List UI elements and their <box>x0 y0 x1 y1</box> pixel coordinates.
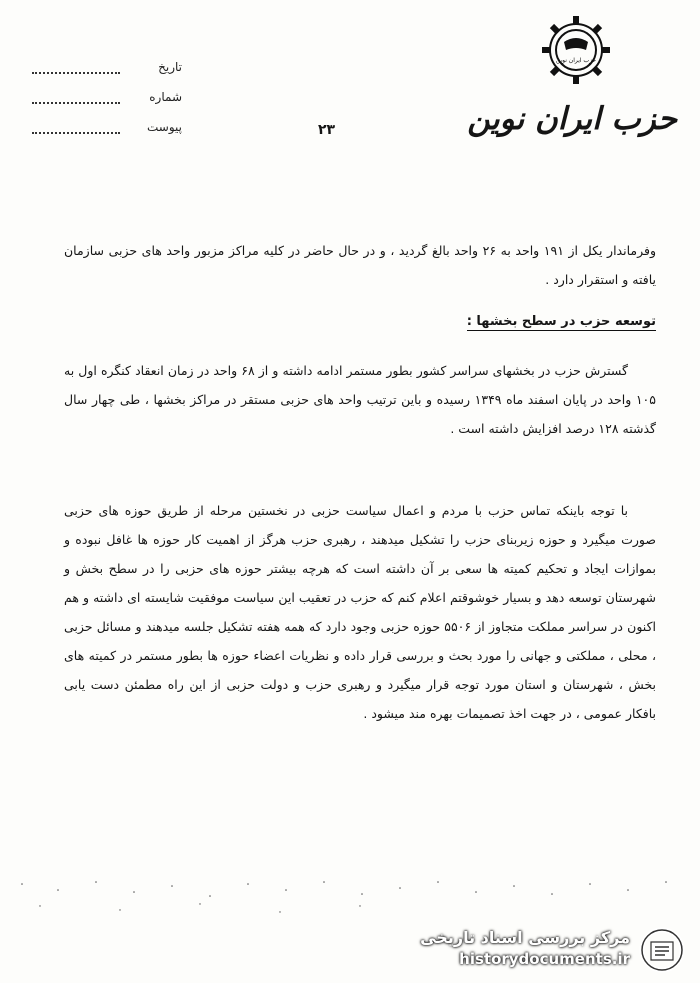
number-field <box>32 90 182 112</box>
body-paragraph-1: وفرماندار یکل از ۱۹۱ واحد به ۲۶ واحد بالغ گردید ، و در حال حاضر در کلیه مراکز مزبور واحد های حزبی سازمان یافته و استقرار دارد . <box>64 243 656 287</box>
number-label: شماره <box>149 90 182 104</box>
number-dotted-line <box>32 102 120 104</box>
scan-noise <box>0 870 700 930</box>
attachment-dotted-line <box>32 132 120 134</box>
date-label: تاریخ <box>158 60 182 74</box>
page-number: ۲۳ <box>318 122 336 138</box>
body-paragraph-2: گسترش حزب در بخشهای سراسر کشور بطور مستمر ادامه داشته و از ۶۸ واحد در زمان انعقاد کنگره اول به ۱۰۵ واحد در پایان اسفند ماه ۱۳۴۹ رسیده و باین ترتیب واحد های حزبی مستقر در مراکز بخشها ، طی چهار سال گذشته ۱۲۸ درصد افزایش داشته است . <box>64 363 656 436</box>
party-emblem-icon <box>540 14 612 86</box>
section-heading: توسعه حزب در سطح بخشها : <box>466 314 656 329</box>
svg-text:حزب ایران نوین: حزب ایران نوین <box>555 57 597 64</box>
body-paragraph-3: با توجه باینکه تماس حزب با مردم و اعمال سیاست حزبی در نخستین مرحله از طریق حوزه های حزبی صورت میگیرد و حوزه زیربنای حزب را تشکیل میدهند ، رهبری حزب هرگز از اهمیت کار حوزه ها غافل نبوده و بموازات ایجاد و تحکیم کمیته ها سعی بر آن داشته است که هرچه بیشتر حوزه های حزبی را در سطح بخش و شهرستان توسعه دهد و بسیار خوشوقتم اعلام کنم که حزب در تعقیب این سیاست موفقیت شایسته ای داشته و هم اکنون در سراسر مملکت متجاوز از ۵۵۰۶ حوزه حزبی وجود دارد که همه هفته تشکیل جلسه میدهند و مسائل حزبی ، محلی ، مملکتی و جهانی را مورد بحث و بررسی قرار داده و نظریات اعضاء حوزه ها بطور مستمر در کمیته های بخش ، شهرستان و استان مورد توجه قرار میگیرد و رهبری حزب و دولت حزبی از این راه مطمئن دست یابی بافکار عمومی ، در جهت اخذ تصمیمات بهره مند میشود . <box>64 503 656 721</box>
attachment-label: پیوست <box>147 120 182 134</box>
attachment-field <box>32 120 182 142</box>
party-name: حزب ایران نوین <box>467 101 677 137</box>
watermark-url: historydocuments.ir <box>459 950 630 968</box>
date-dotted-line <box>32 72 120 74</box>
archive-watermark <box>418 924 690 976</box>
date-field <box>32 60 182 82</box>
watermark-title: مرکز بررسی اسناد تاریخی <box>420 928 630 947</box>
archive-logo-icon <box>638 926 686 974</box>
